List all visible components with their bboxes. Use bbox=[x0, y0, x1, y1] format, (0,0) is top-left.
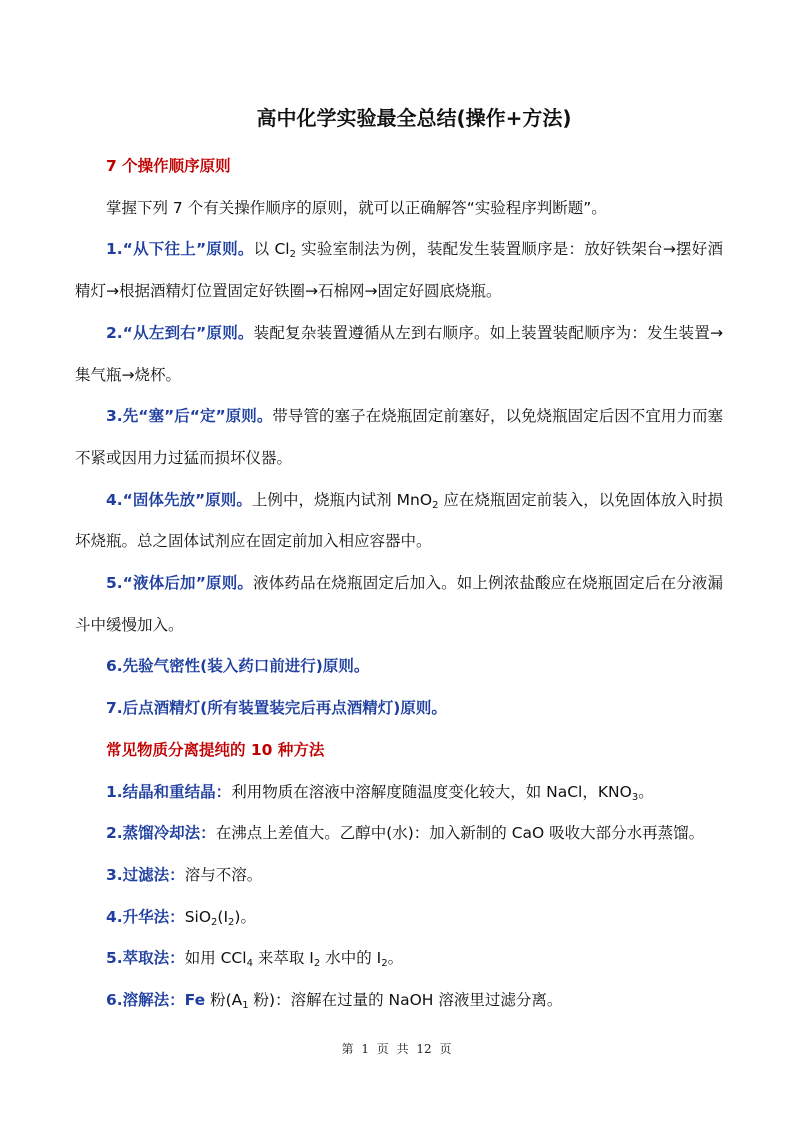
body-text: 溶与不溶。 bbox=[184, 865, 263, 884]
body-text: 掌握下列 7 个有关操作顺序的原则，就可以正确解答“实验程序判断题”。 bbox=[106, 198, 607, 217]
paragraph bbox=[75, 480, 723, 563]
item-lead: 3.先“塞”后“定”原则。 bbox=[106, 407, 273, 426]
document-title: 高中化学实验最全总结(操作+方法) bbox=[256, 106, 572, 130]
paragraph bbox=[75, 646, 723, 688]
subscript: 2 bbox=[381, 958, 388, 970]
document-body bbox=[75, 146, 723, 1022]
body-text: 实验室制法为例，装配发生装置顺序是：放好铁架台→摆好酒精灯→根据酒精灯位置固定好铁圈→石棉网→固定好圆底烧瓶。 bbox=[75, 240, 723, 301]
subscript: 2 bbox=[211, 916, 218, 928]
subscript: 4 bbox=[246, 958, 253, 970]
paragraph bbox=[75, 396, 723, 479]
item-lead: 5.“液体后加”原则。 bbox=[106, 574, 254, 593]
heading-text: 常见物质分离提纯的 10 种方法 bbox=[106, 740, 325, 759]
paragraph bbox=[75, 688, 723, 730]
body-text: 带导管的塞子在烧瓶固定前塞好，以免烧瓶固定后因不宜用力而塞不紧或因用力过猛而损坏仪器。 bbox=[75, 407, 723, 467]
subscript: 2 bbox=[228, 916, 235, 928]
paragraph bbox=[75, 188, 723, 230]
subscript: 2 bbox=[289, 249, 296, 261]
item-lead: 2.“从左到右”原则。 bbox=[106, 323, 254, 342]
paragraph bbox=[75, 980, 723, 1022]
body-text: 利用物质在溶液中溶解度随温度变化较大，如 NaCl，KNO bbox=[231, 782, 632, 801]
paragraph bbox=[75, 938, 723, 980]
item-lead: 5.萃取法： bbox=[106, 949, 185, 968]
subscript: 1 bbox=[242, 1000, 249, 1012]
item-lead: 7.后点酒精灯(所有装置装完后再点酒精灯)原则。 bbox=[106, 699, 447, 718]
body-text: 在沸点上差值大。乙醇中(水)：加入新制的 CaO 吸收大部分水再蒸馏。 bbox=[215, 824, 705, 843]
body-text: 液体药品在烧瓶固定后加入。如上例浓盐酸应在烧瓶固定后在分液漏斗中缓慢加入。 bbox=[75, 574, 723, 634]
document-page bbox=[75, 104, 723, 1022]
body-text: 装配复杂装置遵循从左到右顺序。如上装置装配顺序为：发生装置→集气瓶→烧杯。 bbox=[75, 323, 723, 384]
body-text: 应在烧瓶固定前装入，以免固体放入时损坏烧瓶。总之固体试剂应在固定前加入相应容器中。 bbox=[75, 490, 723, 551]
section-heading bbox=[75, 730, 723, 772]
section-heading bbox=[75, 146, 723, 188]
page-footer: 第 1 页 共 12 页 bbox=[341, 1042, 452, 1056]
body-text: 。 bbox=[387, 949, 404, 968]
body-text: (I bbox=[217, 907, 229, 926]
item-lead: 6.溶解法：Fe bbox=[106, 991, 206, 1010]
paragraph bbox=[75, 772, 723, 814]
body-text: SiO bbox=[184, 907, 212, 926]
item-lead: 1.结晶和重结晶： bbox=[106, 782, 232, 801]
item-lead: 4.升华法： bbox=[106, 907, 185, 926]
body-text: 粉(A bbox=[205, 991, 243, 1010]
body-text: 水中的 I bbox=[320, 949, 382, 968]
body-text: 上例中，烧瓶内试剂 MnO bbox=[251, 490, 433, 509]
item-lead: 2.蒸馏冷却法： bbox=[106, 824, 216, 843]
subscript: 3 bbox=[631, 791, 639, 803]
body-text: 如用 CCl bbox=[184, 949, 247, 968]
item-lead: 6.先验气密性(装入药口前进行)原则。 bbox=[106, 657, 370, 676]
body-text: 来萃取 I bbox=[252, 949, 314, 968]
paragraph bbox=[75, 563, 723, 646]
paragraph bbox=[75, 813, 723, 855]
heading-text: 7 个操作顺序原则 bbox=[106, 157, 231, 175]
body-text: 粉)：溶解在过量的 NaOH 溶液里过滤分离。 bbox=[248, 991, 563, 1010]
paragraph bbox=[75, 229, 723, 312]
body-text: )。 bbox=[234, 907, 256, 926]
body-text: 。 bbox=[638, 782, 654, 801]
body-text: 以 Cl bbox=[253, 240, 290, 259]
subscript: 2 bbox=[313, 958, 321, 970]
item-lead: 4.“固体先放”原则。 bbox=[106, 490, 252, 509]
paragraph bbox=[75, 897, 723, 939]
paragraph bbox=[75, 313, 723, 396]
paragraph bbox=[75, 855, 723, 897]
item-lead: 1.“从下往上”原则。 bbox=[106, 240, 254, 259]
subscript: 2 bbox=[432, 499, 439, 511]
item-lead: 3.过滤法： bbox=[106, 865, 185, 884]
